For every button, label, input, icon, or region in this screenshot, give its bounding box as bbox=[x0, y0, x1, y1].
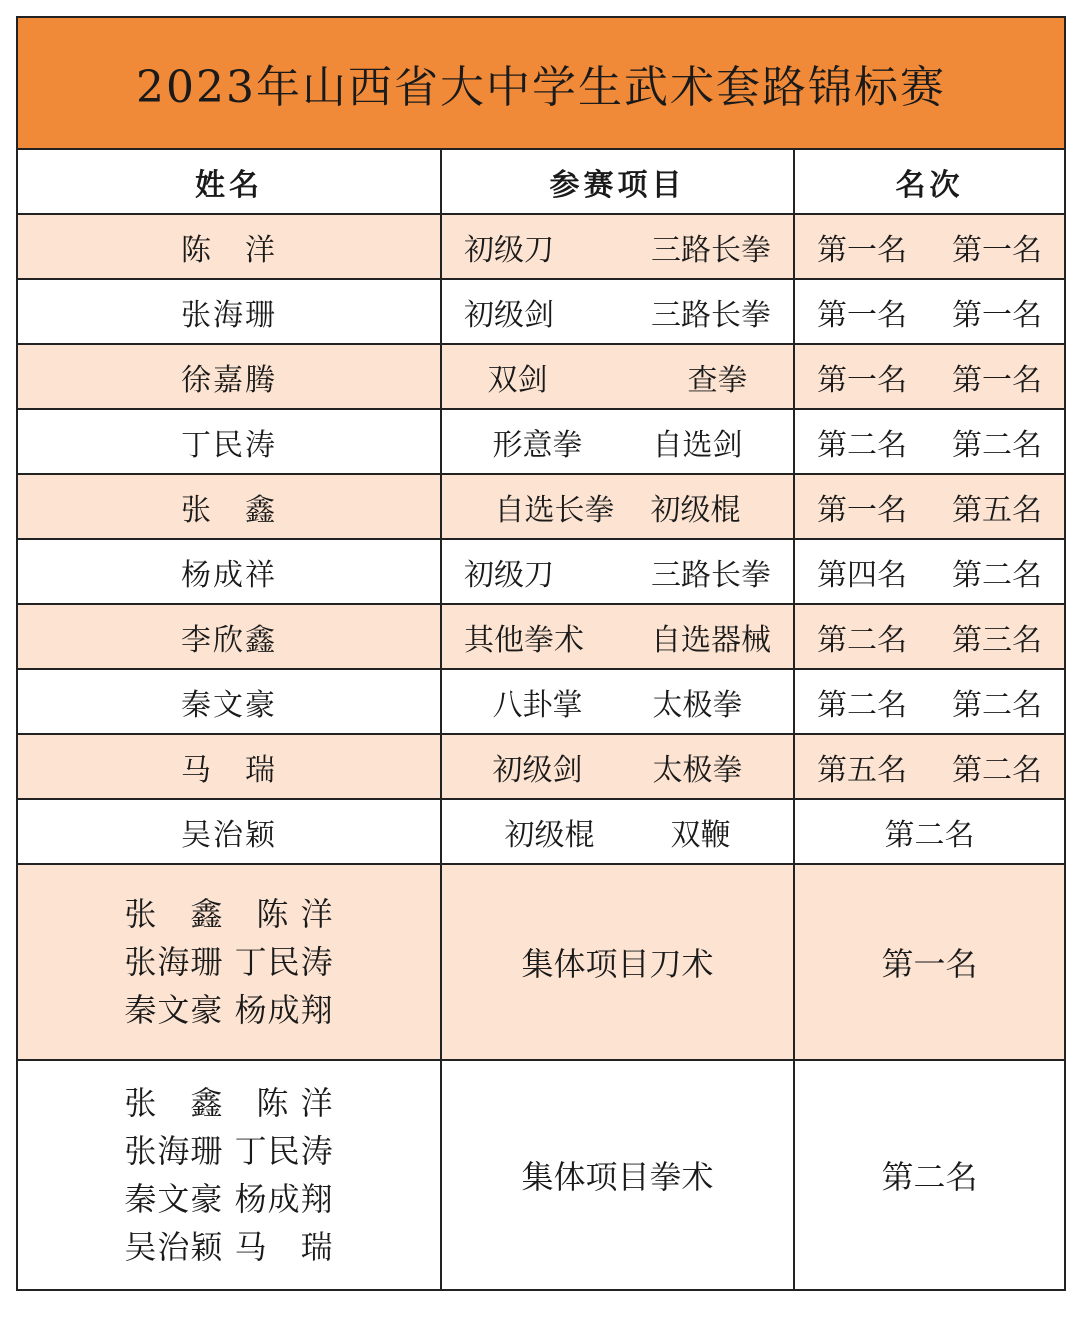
athlete-name: 丁民涛 bbox=[17, 409, 441, 474]
event: 初级棍 bbox=[504, 817, 595, 853]
event: 查拳 bbox=[687, 362, 748, 398]
rank: 第二名 bbox=[817, 622, 907, 658]
event: 三路长拳 bbox=[651, 557, 771, 593]
group-event: 集体项目刀术 bbox=[441, 864, 794, 1060]
event: 八卦掌 bbox=[492, 687, 583, 723]
athlete-name: 马 瑞 bbox=[17, 734, 441, 799]
rank: 第四名 bbox=[817, 557, 907, 593]
rank: 第一名 bbox=[817, 492, 907, 528]
group-event: 集体项目拳术 bbox=[441, 1060, 794, 1290]
rank-cell bbox=[794, 409, 1065, 474]
table-row bbox=[17, 539, 1065, 604]
rank-cell bbox=[794, 344, 1065, 409]
event: 双剑 bbox=[487, 362, 548, 398]
event: 初级刀 bbox=[464, 557, 554, 593]
rank: 第五名 bbox=[952, 492, 1043, 528]
group-name-line: 张 鑫 陈 洋 bbox=[124, 1084, 334, 1122]
rank-cell bbox=[794, 474, 1065, 539]
event: 形意拳 bbox=[492, 427, 583, 463]
event: 自选剑 bbox=[652, 427, 743, 463]
group-row bbox=[17, 1060, 1065, 1290]
rank: 第三名 bbox=[952, 622, 1043, 658]
results-table bbox=[16, 16, 1066, 1291]
event-cell bbox=[441, 669, 794, 734]
athlete-name: 张 鑫 bbox=[17, 474, 441, 539]
table-row bbox=[17, 344, 1065, 409]
table-row bbox=[17, 474, 1065, 539]
rank-cell bbox=[794, 279, 1065, 344]
event: 双鞭 bbox=[670, 817, 731, 853]
group-name-line: 张 鑫 陈 洋 bbox=[124, 895, 334, 933]
table-row bbox=[17, 799, 1065, 864]
rank: 第一名 bbox=[952, 232, 1043, 268]
group-names-cell bbox=[17, 864, 441, 1060]
rank: 第二名 bbox=[952, 427, 1043, 463]
table-row bbox=[17, 734, 1065, 799]
table-row bbox=[17, 669, 1065, 734]
rank: 第二名 bbox=[952, 687, 1043, 723]
event: 三路长拳 bbox=[651, 297, 771, 333]
event: 初级刀 bbox=[464, 232, 554, 268]
header-rank: 名次 bbox=[794, 149, 1065, 214]
group-name-line: 吴治颖 马 瑞 bbox=[124, 1228, 334, 1266]
athlete-name: 徐嘉腾 bbox=[17, 344, 441, 409]
athlete-name: 陈 洋 bbox=[17, 214, 441, 279]
event-cell bbox=[441, 344, 794, 409]
event: 太极拳 bbox=[652, 687, 743, 723]
event-cell bbox=[441, 409, 794, 474]
group-rank: 第一名 bbox=[794, 864, 1065, 1060]
athlete-name: 杨成祥 bbox=[17, 539, 441, 604]
athlete-name: 吴治颖 bbox=[17, 799, 441, 864]
event-cell bbox=[441, 539, 794, 604]
rank: 第二名 bbox=[952, 557, 1043, 593]
event-cell bbox=[441, 474, 794, 539]
athlete-name: 张海珊 bbox=[17, 279, 441, 344]
group-rank: 第二名 bbox=[794, 1060, 1065, 1290]
rank-cell bbox=[794, 214, 1065, 279]
rank-cell: 第二名 bbox=[794, 799, 1065, 864]
event: 初级剑 bbox=[492, 752, 583, 788]
event-cell bbox=[441, 214, 794, 279]
rank: 第一名 bbox=[952, 297, 1043, 333]
rank-cell bbox=[794, 669, 1065, 734]
group-row bbox=[17, 864, 1065, 1060]
event: 初级棍 bbox=[650, 492, 741, 528]
rank: 第五名 bbox=[817, 752, 907, 788]
event-cell bbox=[441, 279, 794, 344]
rank: 第一名 bbox=[817, 232, 907, 268]
table-row bbox=[17, 279, 1065, 344]
table-row bbox=[17, 604, 1065, 669]
athlete-name: 秦文豪 bbox=[17, 669, 441, 734]
event: 其他拳术 bbox=[464, 622, 584, 658]
header-row bbox=[17, 149, 1065, 214]
event-cell bbox=[441, 799, 794, 864]
group-names bbox=[124, 1079, 333, 1271]
event: 自选长拳 bbox=[494, 492, 615, 528]
title-row bbox=[17, 17, 1065, 149]
athlete-name: 李欣鑫 bbox=[17, 604, 441, 669]
rank: 第二名 bbox=[952, 752, 1043, 788]
page-title: 2023年山西省大中学生武术套路锦标赛 bbox=[17, 17, 1065, 149]
table-row bbox=[17, 214, 1065, 279]
rank-cell bbox=[794, 539, 1065, 604]
table-row bbox=[17, 409, 1065, 474]
group-name-line: 张海珊 丁民涛 bbox=[124, 943, 334, 981]
rank-cell bbox=[794, 734, 1065, 799]
header-event: 参赛项目 bbox=[441, 149, 794, 214]
event-cell bbox=[441, 734, 794, 799]
group-names-cell bbox=[17, 1060, 441, 1290]
event: 三路长拳 bbox=[651, 232, 771, 268]
event: 初级剑 bbox=[464, 297, 554, 333]
rank: 第一名 bbox=[817, 297, 907, 333]
rank: 第一名 bbox=[817, 362, 907, 398]
event: 自选器械 bbox=[651, 622, 771, 658]
group-name-line: 秦文豪 杨成翔 bbox=[124, 1180, 334, 1218]
header-name: 姓名 bbox=[17, 149, 441, 214]
group-names bbox=[124, 890, 333, 1034]
rank: 第二名 bbox=[817, 427, 907, 463]
group-name-line: 张海珊 丁民涛 bbox=[124, 1132, 334, 1170]
event-cell bbox=[441, 604, 794, 669]
rank-cell bbox=[794, 604, 1065, 669]
rank: 第二名 bbox=[817, 687, 907, 723]
event: 太极拳 bbox=[652, 752, 743, 788]
rank: 第一名 bbox=[952, 362, 1043, 398]
group-name-line: 秦文豪 杨成翔 bbox=[124, 991, 334, 1029]
